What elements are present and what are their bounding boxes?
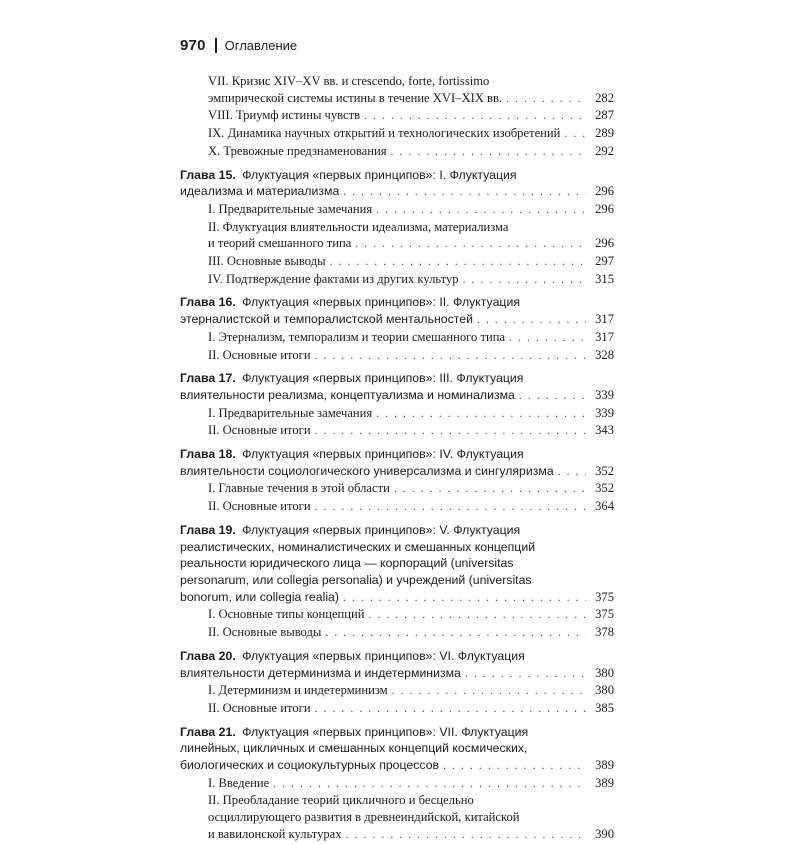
toc-item-entry	[180, 329, 614, 347]
toc-line	[180, 183, 614, 201]
page-ref: 375	[595, 607, 614, 622]
toc-line-text: III. Основные выводы	[208, 254, 326, 269]
page-number: 970	[180, 36, 206, 54]
dot-leader	[376, 406, 586, 423]
toc-line-text: Флуктуация «первых принципов»: IV. Флуктуация	[242, 447, 524, 462]
toc-item-entry	[180, 682, 614, 700]
toc-line-text: I. Введение	[208, 775, 270, 790]
toc-line	[180, 463, 614, 481]
toc-line-text: осциллирующего развития в древнеиндийской, китайской	[208, 810, 520, 825]
toc-line	[180, 370, 614, 387]
toc-line	[180, 73, 614, 90]
page-ref: 389	[595, 758, 614, 773]
toc-line-text: Флуктуация «первых принципов»: III. Флуктуация	[242, 371, 524, 386]
page-ref: 317	[595, 312, 614, 327]
toc-line	[180, 724, 614, 741]
toc-line	[180, 757, 614, 775]
toc-line	[180, 167, 614, 184]
toc-line-text: влиятельности детерминизма и индетерминизма	[180, 665, 461, 680]
toc-line	[180, 606, 614, 624]
dot-leader	[315, 499, 586, 516]
dot-leader	[443, 758, 586, 775]
dot-leader	[376, 202, 586, 219]
toc-line	[180, 219, 614, 236]
toc-line-text: биологических и социокультурных процессов	[180, 758, 440, 773]
toc-line	[180, 125, 614, 143]
header-divider	[215, 38, 217, 53]
dot-leader	[558, 464, 586, 481]
toc-line-text: идеализма и материализма	[180, 184, 340, 199]
page-ref: 385	[595, 700, 614, 715]
toc-item-entry	[180, 422, 614, 440]
toc-line	[180, 446, 614, 463]
toc-line-text: VII. Кризис XIV–XV вв. и crescendo, forte, fortissimo	[208, 74, 490, 88]
toc-line	[180, 347, 614, 365]
toc-line	[180, 405, 614, 423]
toc-item-entry	[180, 480, 614, 498]
toc-line-text: реальности юридического лица — корпораций (universitas	[180, 556, 514, 571]
toc-line-text: этерналистской и темпоралистской ментальностей	[180, 312, 473, 327]
dot-leader	[506, 91, 586, 108]
toc-line	[180, 589, 614, 607]
dot-leader	[465, 666, 586, 683]
page-ref: 287	[595, 108, 614, 123]
dot-leader	[364, 108, 586, 125]
toc-item-entry	[180, 143, 614, 161]
page-ref: 352	[595, 481, 614, 496]
chapter-label: Глава 16.	[180, 295, 236, 310]
running-header	[180, 34, 297, 56]
toc-line	[180, 107, 614, 125]
toc-line-text: II. Основные выводы	[208, 625, 322, 640]
toc-line	[180, 809, 614, 826]
toc-line-text: VIII. Триумф истины чувств	[208, 108, 361, 123]
toc-line-text: II. Основные итоги	[208, 347, 311, 362]
toc-chapter-entry	[180, 370, 614, 404]
page-ref: 375	[595, 589, 614, 604]
toc-line-text: personarum, или collegia personalia) и учреждений (universitas	[180, 572, 532, 587]
toc-line-text: линейных, цикличных и смешанных концепций космических,	[180, 741, 528, 756]
page-ref: 378	[595, 625, 614, 640]
toc-line	[180, 201, 614, 219]
toc-line-text: влиятельности социологического универсализма и сингуляризма	[180, 463, 554, 478]
dot-leader	[369, 607, 587, 624]
chapter-label: Глава 18.	[180, 447, 236, 462]
dot-leader	[315, 348, 586, 365]
toc-line-text: IV. Подтверждение фактами из других культур	[208, 271, 459, 286]
toc-item-entry	[180, 201, 614, 219]
toc-item-entry	[180, 271, 614, 289]
toc-item-entry	[180, 73, 614, 107]
page-ref: 352	[595, 463, 614, 478]
toc-item-entry	[180, 347, 614, 365]
toc-line	[180, 522, 614, 539]
toc-chapter-entry	[180, 294, 614, 328]
dot-leader	[330, 254, 586, 271]
toc-item-entry	[180, 125, 614, 143]
page-ref: 389	[595, 775, 614, 790]
dot-leader	[315, 423, 586, 440]
toc-line-text: II. Флуктуация влиятельности идеализма, материализма	[208, 219, 509, 234]
page-ref: 380	[595, 665, 614, 680]
chapter-label: Глава 21.	[180, 724, 236, 739]
toc-line	[180, 740, 614, 757]
toc-line	[180, 826, 614, 844]
toc-line	[180, 498, 614, 516]
toc-line-text: реалистических, номиналистических и смешанных концепций	[180, 539, 536, 554]
dot-leader	[346, 827, 586, 844]
toc-line-text: II. Основные итоги	[208, 700, 311, 715]
toc-item-entry	[180, 775, 614, 793]
toc-line	[180, 294, 614, 311]
toc-item-entry	[180, 792, 614, 843]
dot-leader	[519, 388, 586, 405]
toc-item-entry	[180, 700, 614, 718]
page-ref: 339	[595, 405, 614, 420]
toc-line	[180, 555, 614, 572]
toc-line-text: I. Главные течения в этой области	[208, 481, 390, 496]
toc-line	[180, 422, 614, 440]
toc-line	[180, 143, 614, 161]
chapter-label: Глава 15.	[180, 167, 236, 182]
toc-line	[180, 700, 614, 718]
toc-line-text: Флуктуация «первых принципов»: II. Флуктуация	[242, 295, 520, 310]
table-of-contents	[180, 73, 614, 844]
toc-line-text: I. Основные типы концепций	[208, 607, 365, 622]
toc-chapter-entry	[180, 724, 614, 775]
toc-line-text: эмпирической системы истины в течение XVI–XIX вв.	[208, 90, 503, 105]
toc-line-text: и теорий смешанного типа	[208, 236, 352, 251]
toc-item-entry	[180, 606, 614, 624]
toc-line-text: I. Этернализм, темпорализм и теории смешанного типа	[208, 329, 506, 344]
dot-leader	[394, 481, 586, 498]
toc-line-text: I. Предварительные замечания	[208, 405, 373, 420]
toc-item-entry	[180, 498, 614, 516]
toc-line-text: Флуктуация «первых принципов»: VI. Флуктуация	[242, 648, 525, 663]
toc-chapter-entry	[180, 167, 614, 201]
page-ref: 343	[595, 423, 614, 438]
toc-line-text: II. Основные итоги	[208, 423, 311, 438]
dot-leader	[391, 144, 586, 161]
dot-leader	[273, 776, 586, 793]
toc-line	[180, 90, 614, 108]
toc-line-text: II. Основные итоги	[208, 499, 311, 514]
page-ref: 292	[595, 143, 614, 158]
page-ref: 282	[595, 90, 614, 105]
toc-line	[180, 539, 614, 556]
dot-leader	[355, 236, 586, 253]
toc-chapter-entry	[180, 522, 614, 607]
dot-leader	[343, 590, 586, 607]
dot-leader	[392, 683, 586, 700]
page-ref: 296	[595, 236, 614, 251]
toc-line	[180, 624, 614, 642]
dot-leader	[564, 126, 586, 143]
toc-line-text: II. Преобладание теорий цикличного и бесцельно	[208, 793, 474, 808]
toc-line-text: I. Детерминизм и индетерминизм	[208, 683, 388, 698]
page-ref: 328	[595, 347, 614, 362]
toc-line	[180, 329, 614, 347]
toc-line-text: влиятельности реализма, концептуализма и номинализма	[180, 387, 515, 402]
page-ref: 315	[595, 271, 614, 286]
toc-line	[180, 480, 614, 498]
section-title: Оглавление	[224, 37, 298, 53]
dot-leader	[343, 184, 586, 201]
toc-item-entry	[180, 107, 614, 125]
toc-line	[180, 271, 614, 289]
page-ref: 296	[595, 201, 614, 216]
toc-chapter-entry	[180, 648, 614, 682]
toc-chapter-entry	[180, 446, 614, 480]
toc-line-text: I. Предварительные замечания	[208, 201, 373, 216]
toc-line	[180, 311, 614, 329]
dot-leader	[477, 312, 586, 329]
toc-line	[180, 792, 614, 809]
page-ref: 364	[595, 499, 614, 514]
toc-item-entry	[180, 624, 614, 642]
page-ref: 297	[595, 254, 614, 269]
toc-line	[180, 253, 614, 271]
toc-item-entry	[180, 219, 614, 253]
chapter-label: Глава 19.	[180, 522, 236, 537]
toc-line-text: Флуктуация «первых принципов»: VII. Флуктуация	[242, 724, 529, 739]
page-ref: 380	[595, 683, 614, 698]
page-ref: 317	[595, 329, 614, 344]
dot-leader	[325, 625, 586, 642]
toc-line-text: IX. Динамика научных открытий и технологических изобретений	[208, 126, 561, 141]
toc-line-text: bonorum, или collegia realia)	[180, 589, 339, 604]
chapter-label: Глава 17.	[180, 371, 236, 386]
toc-line	[180, 682, 614, 700]
toc-line-text: и вавилонской культурах	[208, 826, 342, 841]
toc-line	[180, 572, 614, 589]
toc-line	[180, 648, 614, 665]
toc-item-entry	[180, 253, 614, 271]
page-ref: 339	[595, 387, 614, 402]
page-ref: 390	[595, 826, 614, 841]
toc-line	[180, 775, 614, 793]
toc-line	[180, 235, 614, 253]
toc-item-entry	[180, 405, 614, 423]
dot-leader	[463, 272, 586, 289]
toc-line	[180, 387, 614, 405]
toc-line-text: Флуктуация «первых принципов»: I. Флуктуация	[242, 167, 517, 182]
dot-leader	[315, 701, 586, 718]
page-ref: 296	[595, 184, 614, 199]
dot-leader	[509, 330, 586, 347]
chapter-label: Глава 20.	[180, 648, 236, 663]
toc-line	[180, 665, 614, 683]
toc-line-text: Флуктуация «первых принципов»: V. Флуктуация	[242, 522, 521, 537]
page-ref: 289	[595, 126, 614, 141]
toc-line-text: X. Тревожные предзнаменования	[208, 143, 387, 158]
